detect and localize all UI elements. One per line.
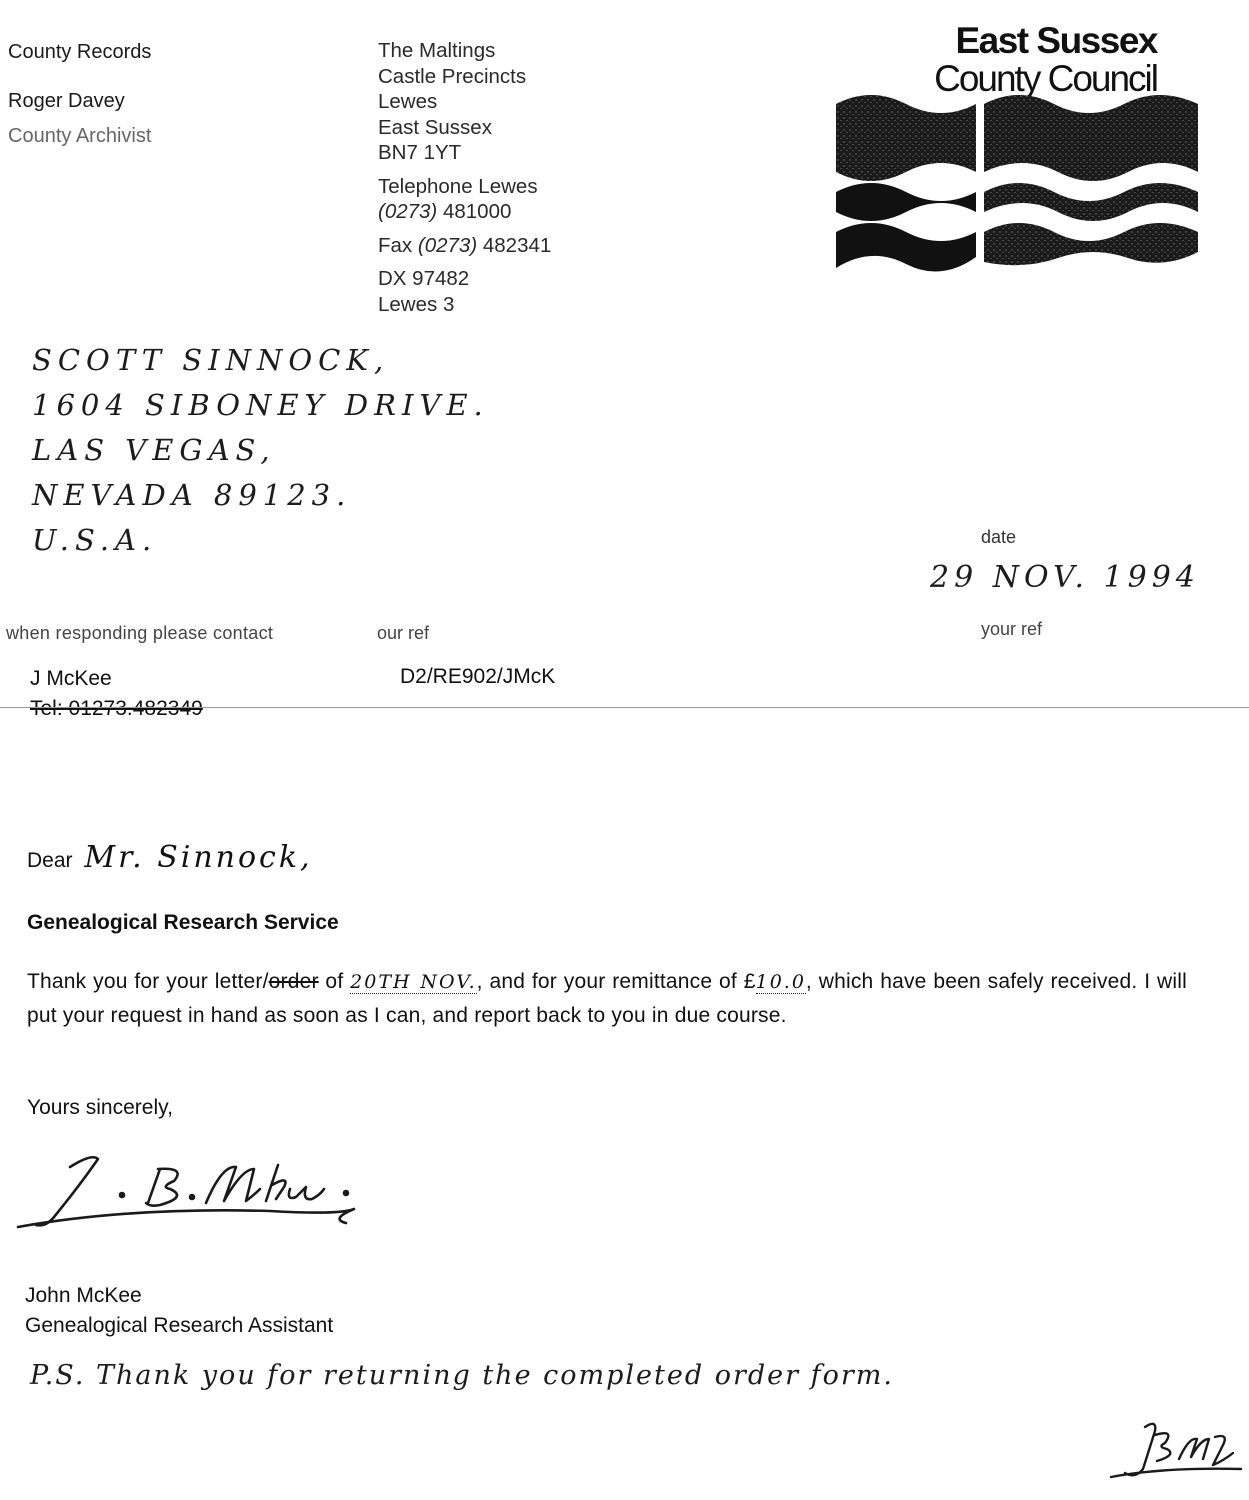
signer-name: John McKee — [25, 1284, 142, 1307]
fax-number: 482341 — [482, 233, 552, 257]
council-address — [378, 38, 551, 317]
body-text-part: , which have been safely received. I will put your request in hand as soon as I can, and report back to you in due course. — [27, 970, 1188, 1027]
body-text-part: of — [318, 970, 351, 993]
recipient-address — [32, 338, 489, 563]
recipient-line: U.S.A. — [32, 523, 158, 557]
fax-label: Fax — [378, 233, 413, 257]
department-name: County Records — [8, 41, 152, 63]
logo-title-line1: East Sussex — [955, 20, 1157, 61]
recipient-line: LAS VEGAS, — [32, 433, 276, 467]
recipient-line: SCOTT SINNOCK, — [32, 343, 390, 377]
letter-subject: Genealogical Research Service — [27, 911, 339, 934]
department-block — [8, 40, 151, 173]
date-value: 29 NOV. 1994 — [930, 560, 1200, 595]
logo-title-line2: County Council — [934, 58, 1157, 99]
signer-title: Genealogical Research Assistant — [25, 1314, 334, 1337]
our-ref-value: D2/RE902/JMcK — [400, 665, 556, 688]
contact-telephone: Tel: 01273.482349 — [30, 697, 203, 720]
waves-logo-icon — [836, 92, 1201, 282]
signer-block — [25, 1281, 333, 1341]
recipient-line: NEVADA 89123. — [32, 478, 352, 512]
date-label: date — [981, 527, 1017, 547]
contact-label: when responding please contact — [6, 623, 274, 643]
telephone-label: Telephone Lewes — [378, 174, 538, 198]
your-ref-label: your ref — [981, 619, 1043, 639]
salutation — [27, 840, 313, 875]
dx-exchange: Lewes 3 — [378, 292, 455, 316]
address-line: BN7 1YT — [378, 141, 462, 164]
fax-line — [378, 233, 551, 259]
address-line: The Maltings — [378, 39, 496, 62]
filled-remittance-amount: 10.0 — [755, 971, 806, 993]
postscript: P.S. Thank you for returning the completed order form. — [30, 1360, 894, 1391]
body-text-part: Thank you for your letter/ — [27, 970, 269, 993]
fax-code: (0273) — [417, 233, 478, 257]
dx-number: DX 97482 — [378, 267, 470, 290]
salutation-name: Mr. Sinnock, — [84, 840, 313, 875]
recipient-line: 1604 SIBONEY DRIVE. — [32, 388, 489, 422]
initials-signature-image — [1105, 1415, 1245, 1485]
address-line: East Sussex — [378, 115, 492, 139]
archivist-name: Roger Davey — [8, 90, 125, 112]
filled-letter-date: 20TH NOV. — [350, 971, 477, 993]
body-text-part: , and for your remittance of £ — [476, 970, 756, 993]
signature-image — [10, 1145, 390, 1235]
closing: Yours sincerely, — [27, 1096, 173, 1119]
telephone-line — [378, 199, 551, 225]
struck-word: order — [268, 970, 319, 993]
address-line: Lewes — [378, 90, 438, 113]
divider — [0, 707, 1249, 708]
telephone-code: (0273) — [378, 200, 438, 223]
our-ref-label: our ref — [377, 623, 430, 643]
contact-name: J McKee — [30, 667, 112, 690]
council-logo — [833, 14, 1203, 274]
salutation-prefix: Dear — [27, 849, 73, 872]
address-line: Castle Precincts — [378, 64, 527, 88]
telephone-number: 481000 — [442, 200, 512, 223]
archivist-title: County Archivist — [8, 125, 152, 147]
letter-body — [27, 965, 1187, 1032]
